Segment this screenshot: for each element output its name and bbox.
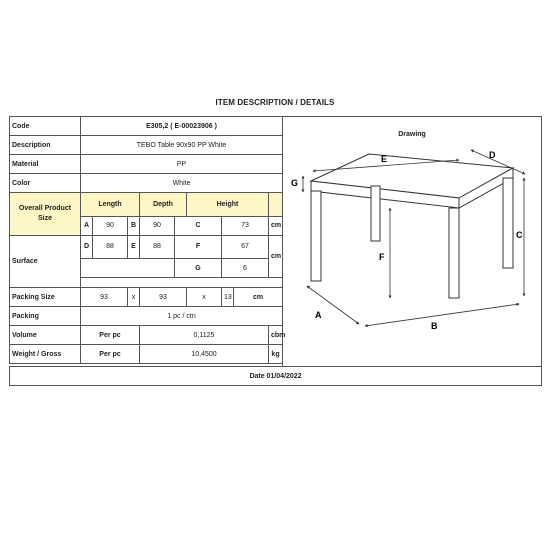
spec-table	[9, 116, 542, 386]
packing-sep-1: x	[128, 288, 140, 307]
length-header: Length	[81, 193, 140, 217]
dim-label-c: C	[516, 230, 523, 240]
volume-label: Volume	[10, 326, 81, 345]
leg-front-right	[449, 208, 459, 298]
page-title: ITEM DESCRIPTION / DETAILS	[215, 98, 335, 107]
dim-g-value: 6	[222, 259, 269, 278]
dim-g-letter: G	[175, 259, 222, 278]
dim-e-letter: E	[128, 235, 140, 259]
surface-label: Surface	[10, 235, 81, 288]
depth-header: Depth	[140, 193, 187, 217]
leg-front-left	[311, 191, 321, 281]
dim-label-d: D	[489, 150, 496, 160]
code-label: Code	[10, 117, 81, 136]
leg-back	[371, 186, 380, 241]
packing-size-1: 93	[81, 288, 128, 307]
dim-label-f: F	[379, 252, 385, 262]
dim-a-value: 90	[93, 216, 128, 235]
surface-blank	[81, 259, 175, 278]
packing-value: 1 pc / ctn	[81, 307, 283, 326]
volume-value: 0,1125	[140, 326, 269, 345]
volume-per: Per pc	[81, 326, 140, 345]
weight-per: Per pc	[81, 345, 140, 364]
weight-value: 10,4500	[140, 345, 269, 364]
weight-unit: kg	[269, 345, 283, 364]
dim-f-value: 67	[222, 235, 269, 259]
color-value: White	[81, 174, 283, 193]
packing-size-2: 93	[140, 288, 187, 307]
overall-size-label: Overall Product Size	[10, 193, 81, 236]
packing-sep-2: x	[187, 288, 222, 307]
row-date	[10, 367, 542, 386]
header-filler	[269, 193, 283, 217]
dim-label-b: B	[431, 321, 438, 331]
code-value: E305,2 ( E-00023906 )	[81, 117, 283, 136]
height-header: Height	[187, 193, 269, 217]
dim-d-letter: D	[81, 235, 93, 259]
drawing-panel	[283, 117, 542, 367]
dim-label-a: A	[315, 310, 322, 320]
dim-c-value: 73	[222, 216, 269, 235]
table-drawing	[291, 146, 531, 366]
overall-unit: cm	[269, 216, 283, 235]
dim-e-value: 88	[140, 235, 175, 259]
dim-label-e: E	[381, 154, 388, 164]
row-code	[10, 117, 542, 136]
dim-c-letter: C	[175, 216, 222, 235]
dim-b-value: 90	[140, 216, 175, 235]
description-label: Description	[10, 136, 81, 155]
description-value: TEBO Table 90x90 PP White	[81, 136, 283, 155]
weight-label: Weight / Gross	[10, 345, 81, 364]
dim-d-value: 88	[93, 235, 128, 259]
dim-a-letter: A	[81, 216, 93, 235]
packing-label: Packing	[10, 307, 81, 326]
spacer	[81, 278, 283, 288]
dim-b-letter: B	[128, 216, 140, 235]
leg-right-back	[503, 178, 513, 268]
document-date: Date 01/04/2022	[10, 367, 542, 386]
packing-size-unit: cm	[234, 288, 283, 307]
packing-size-label: Packing Size	[10, 288, 81, 307]
volume-unit: cbm	[269, 326, 283, 345]
dim-line-b	[365, 304, 519, 326]
dim-label-g: G	[291, 178, 299, 188]
drawing-title: Drawing	[398, 131, 426, 138]
color-label: Color	[10, 174, 81, 193]
material-label: Material	[10, 155, 81, 174]
surface-unit: cm	[269, 235, 283, 278]
dim-f-letter: F	[175, 235, 222, 259]
material-value: PP	[81, 155, 283, 174]
packing-size-3: 13	[222, 288, 234, 307]
